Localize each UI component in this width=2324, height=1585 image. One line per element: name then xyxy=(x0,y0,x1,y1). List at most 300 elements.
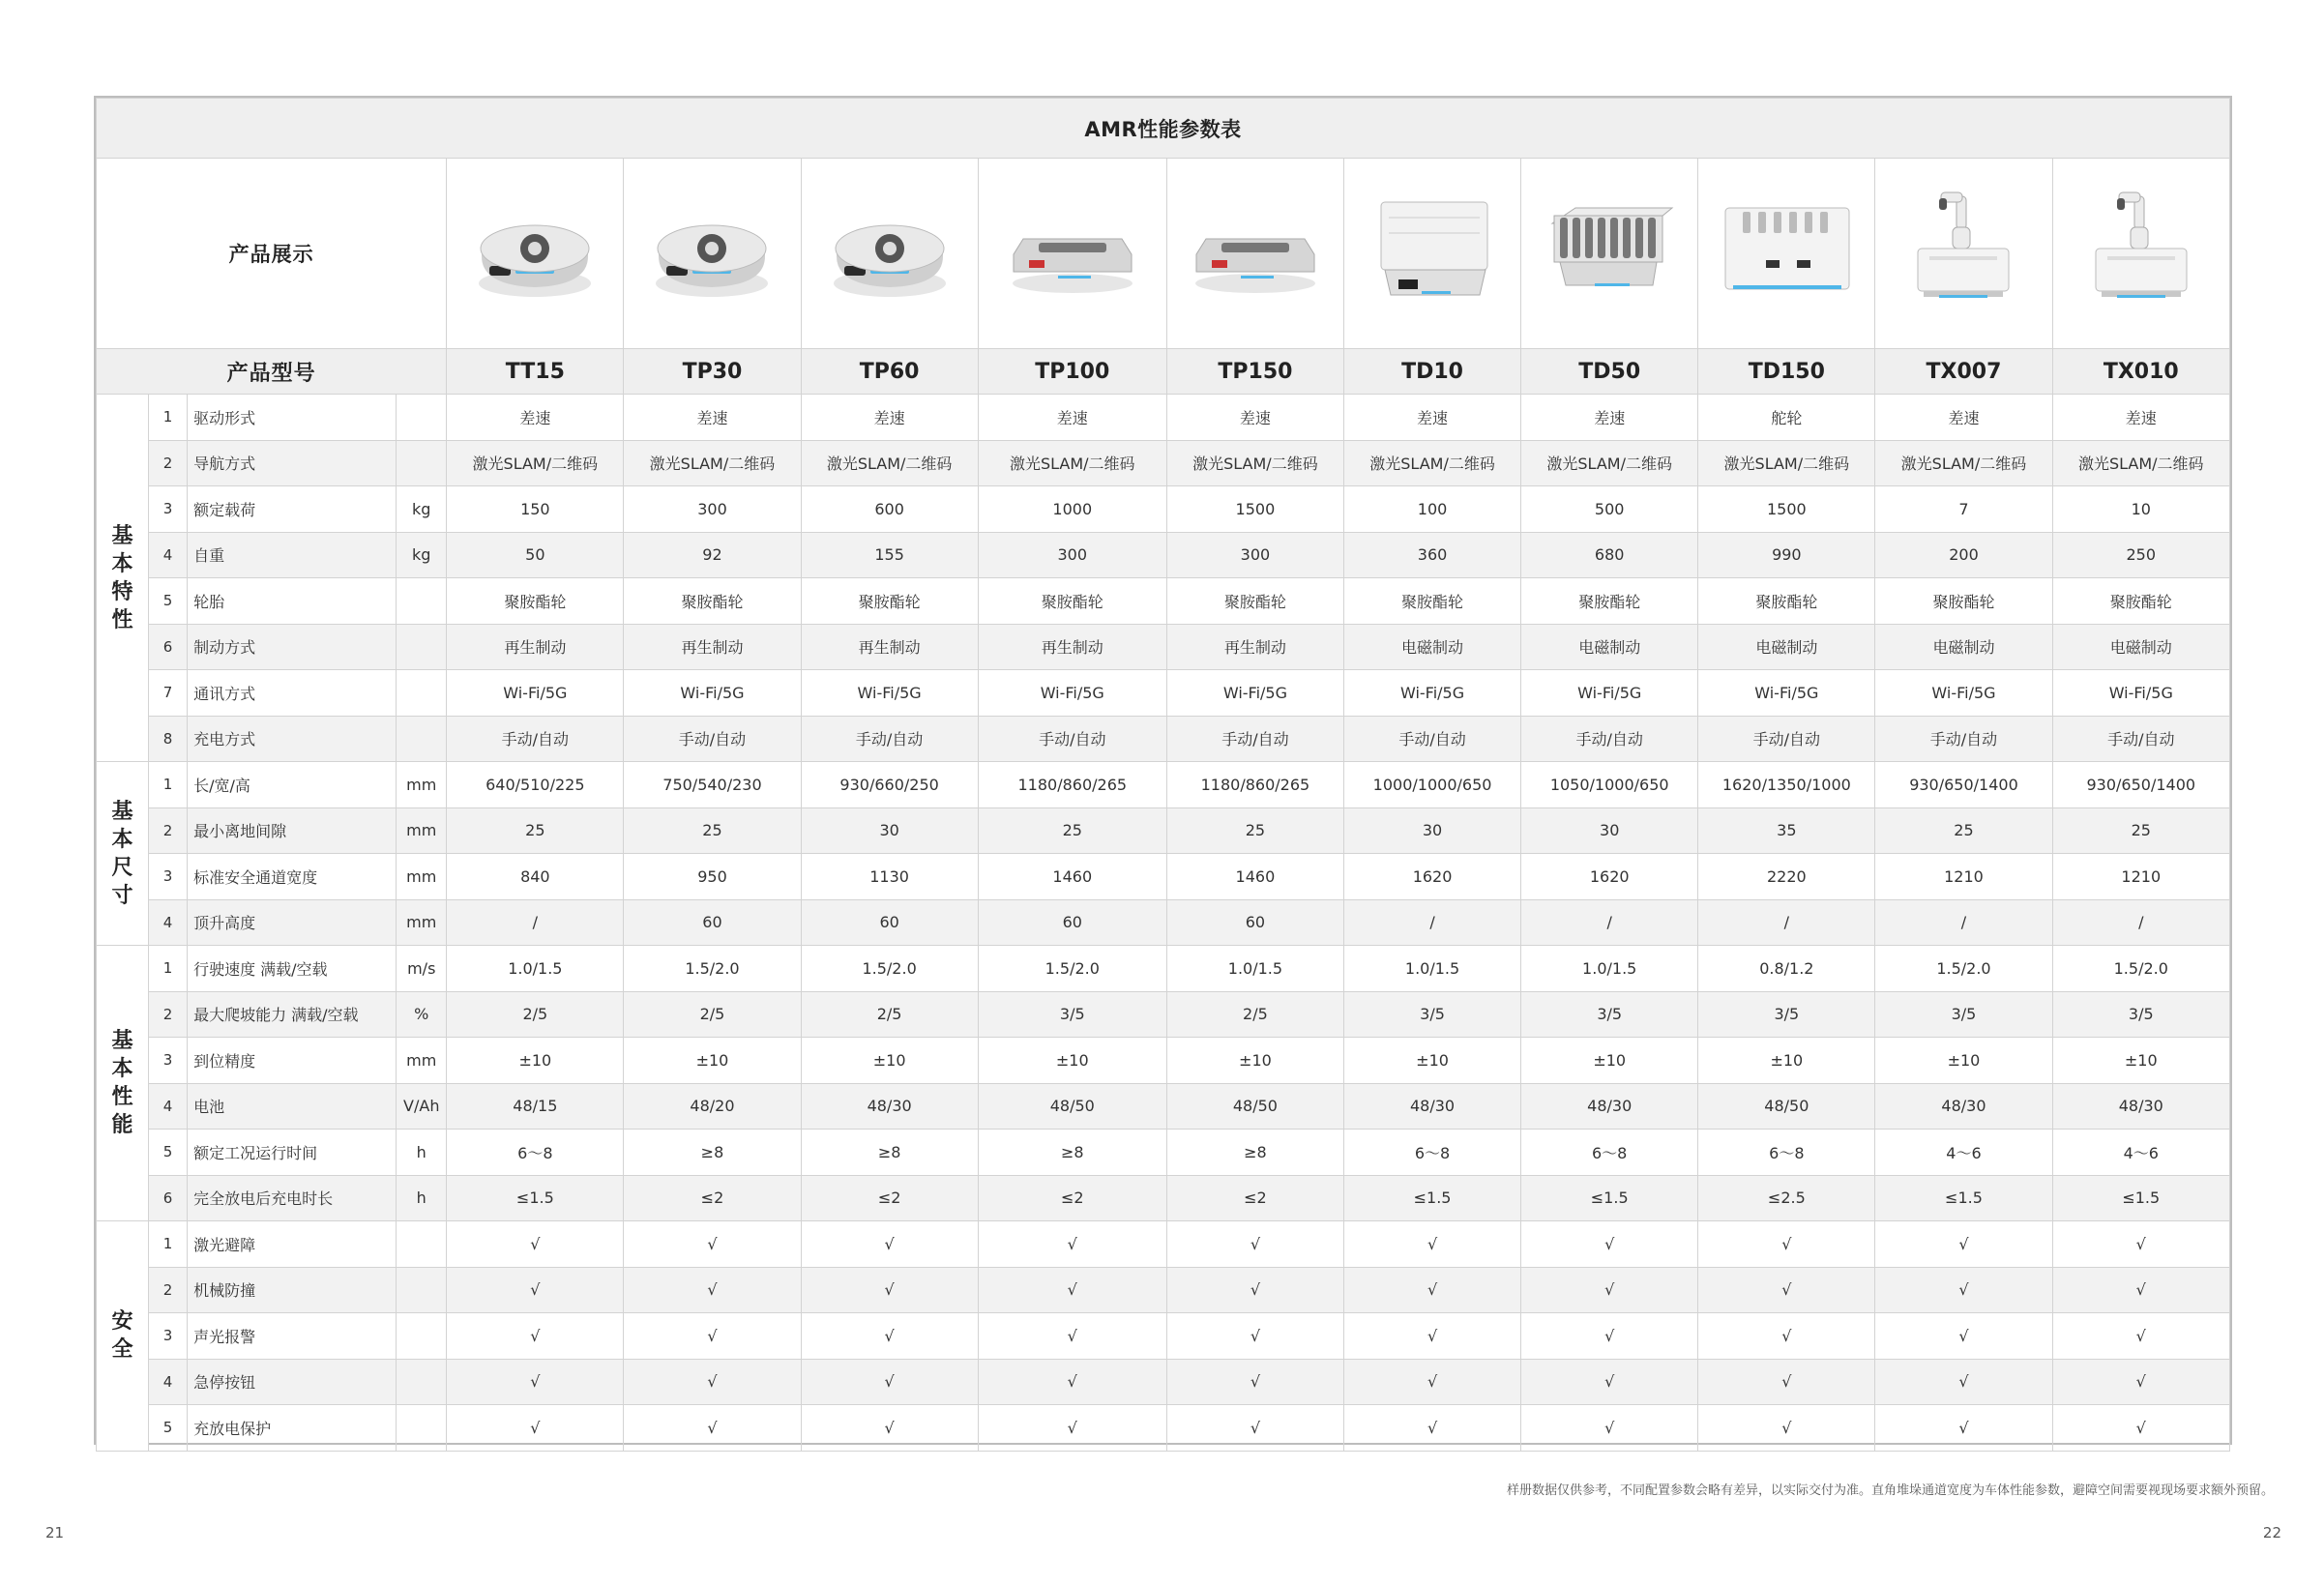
spec-value: ±10 xyxy=(447,1038,624,1084)
group-label-text: 基本尺寸 xyxy=(111,799,133,908)
spec-value: √ xyxy=(978,1313,1166,1360)
model-label: 产品型号 xyxy=(97,349,447,395)
row-label: 到位精度 xyxy=(188,1038,397,1084)
round-robot-icon xyxy=(462,179,607,324)
row-label: 驱动形式 xyxy=(188,395,397,441)
spec-value: 再生制动 xyxy=(624,624,801,670)
spec-value: 激光SLAM/二维码 xyxy=(447,440,624,486)
spec-value: √ xyxy=(1166,1221,1343,1268)
spec-value: ≤2 xyxy=(801,1175,978,1221)
row-unit xyxy=(397,440,447,486)
spec-value: 1.0/1.5 xyxy=(447,946,624,992)
row-number: 4 xyxy=(149,1359,188,1405)
spec-value: 50 xyxy=(447,532,624,578)
spec-value: 600 xyxy=(801,486,978,533)
row-unit: mm xyxy=(397,1038,447,1084)
spec-row xyxy=(97,624,2230,670)
spec-value: 30 xyxy=(801,807,978,854)
row-label: 声光报警 xyxy=(188,1313,397,1360)
product-image-cell xyxy=(1521,159,1698,349)
spec-value: 300 xyxy=(978,532,1166,578)
spec-row xyxy=(97,1130,2230,1176)
spec-value: 手动/自动 xyxy=(978,716,1166,762)
spec-value: 差速 xyxy=(1166,395,1343,441)
row-number: 5 xyxy=(149,1405,188,1452)
spec-value: √ xyxy=(1875,1267,2052,1313)
model-name: TT15 xyxy=(447,349,624,395)
group-label-text: 安全 xyxy=(111,1309,133,1363)
spec-value: √ xyxy=(2052,1221,2229,1268)
group-label-text: 基本特性 xyxy=(111,523,133,632)
spec-value: 360 xyxy=(1343,532,1520,578)
spec-value: 激光SLAM/二维码 xyxy=(1521,440,1698,486)
spec-value: 再生制动 xyxy=(801,624,978,670)
spec-value: 35 xyxy=(1698,807,1875,854)
row-label: 完全放电后充电时长 xyxy=(188,1175,397,1221)
spec-value: 48/20 xyxy=(624,1083,801,1130)
spec-value: 25 xyxy=(1875,807,2052,854)
spec-value: 640/510/225 xyxy=(447,762,624,808)
spec-value: √ xyxy=(447,1405,624,1452)
spec-value: 手动/自动 xyxy=(624,716,801,762)
footnote: 样册数据仅供参考，不同配置参数会略有差异，以实际交付为准。直角堆垛通道宽度为车体性能参数，避障空间需要视现场要求额外预留。 xyxy=(1506,1483,2274,1498)
row-unit: V/Ah xyxy=(397,1083,447,1130)
row-label: 激光避障 xyxy=(188,1221,397,1268)
row-number: 3 xyxy=(149,1038,188,1084)
row-unit xyxy=(397,670,447,717)
row-label: 顶升高度 xyxy=(188,899,397,946)
spec-value: 300 xyxy=(624,486,801,533)
spec-value: 2/5 xyxy=(801,991,978,1038)
model-name: TX010 xyxy=(2052,349,2229,395)
product-image-cell xyxy=(624,159,801,349)
flat-robot-icon xyxy=(1183,179,1328,324)
spec-row xyxy=(97,1038,2230,1084)
spec-value: 1.0/1.5 xyxy=(1343,946,1520,992)
spec-value: 手动/自动 xyxy=(1521,716,1698,762)
spec-value: ±10 xyxy=(1698,1038,1875,1084)
spec-value: 930/650/1400 xyxy=(2052,762,2229,808)
spec-value: 6～8 xyxy=(1698,1130,1875,1176)
spec-value: 2220 xyxy=(1698,854,1875,900)
spec-value: 48/30 xyxy=(2052,1083,2229,1130)
spec-value: 电磁制动 xyxy=(2052,624,2229,670)
spec-value: 30 xyxy=(1343,807,1520,854)
row-unit xyxy=(397,1267,447,1313)
spec-value: Wi-Fi/5G xyxy=(624,670,801,717)
spec-value: Wi-Fi/5G xyxy=(1343,670,1520,717)
spec-value: √ xyxy=(447,1221,624,1268)
spec-value: Wi-Fi/5G xyxy=(801,670,978,717)
model-name: TD50 xyxy=(1521,349,1698,395)
spec-value: 2/5 xyxy=(447,991,624,1038)
spec-value: √ xyxy=(1521,1267,1698,1313)
spec-value: ≤1.5 xyxy=(447,1175,624,1221)
spec-row xyxy=(97,395,2230,441)
row-unit: h xyxy=(397,1130,447,1176)
row-unit xyxy=(397,395,447,441)
spec-row xyxy=(97,1083,2230,1130)
spec-value: √ xyxy=(1343,1221,1520,1268)
spec-value: √ xyxy=(801,1313,978,1360)
spec-row xyxy=(97,1405,2230,1452)
spec-value: 1130 xyxy=(801,854,978,900)
spec-value: ±10 xyxy=(1875,1038,2052,1084)
spec-row xyxy=(97,762,2230,808)
spec-value: 差速 xyxy=(1875,395,2052,441)
spec-value: 电磁制动 xyxy=(1521,624,1698,670)
spec-value: 1500 xyxy=(1698,486,1875,533)
spec-value: 聚胺酯轮 xyxy=(801,578,978,625)
row-number: 8 xyxy=(149,716,188,762)
row-number: 3 xyxy=(149,854,188,900)
spec-value: ≥8 xyxy=(978,1130,1166,1176)
spec-value: 聚胺酯轮 xyxy=(447,578,624,625)
row-number: 5 xyxy=(149,578,188,625)
spec-value: √ xyxy=(1343,1313,1520,1360)
spec-value: / xyxy=(1521,899,1698,946)
row-label: 标准安全通道宽度 xyxy=(188,854,397,900)
spec-value: 差速 xyxy=(447,395,624,441)
row-number: 4 xyxy=(149,899,188,946)
spec-row xyxy=(97,486,2230,533)
spec-value: 激光SLAM/二维码 xyxy=(2052,440,2229,486)
spec-value: 聚胺酯轮 xyxy=(2052,578,2229,625)
spec-value: 差速 xyxy=(2052,395,2229,441)
spec-value: ±10 xyxy=(2052,1038,2229,1084)
spec-value: ≤1.5 xyxy=(1875,1175,2052,1221)
row-unit: kg xyxy=(397,532,447,578)
arm-robot-icon xyxy=(1891,179,2036,324)
spec-value: √ xyxy=(447,1359,624,1405)
row-label: 充放电保护 xyxy=(188,1405,397,1452)
product-image-cell xyxy=(801,159,978,349)
spec-value: 48/50 xyxy=(1698,1083,1875,1130)
row-number: 3 xyxy=(149,486,188,533)
spec-value: 750/540/230 xyxy=(624,762,801,808)
spec-value: ±10 xyxy=(1343,1038,1520,1084)
model-name: TD10 xyxy=(1343,349,1520,395)
spec-value: 1620 xyxy=(1521,854,1698,900)
spec-table-sheet xyxy=(94,96,2232,1445)
round-robot-icon xyxy=(639,179,784,324)
row-label: 充电方式 xyxy=(188,716,397,762)
spec-value: ≤2 xyxy=(978,1175,1166,1221)
spec-value: 3/5 xyxy=(2052,991,2229,1038)
spec-value: 4～6 xyxy=(2052,1130,2229,1176)
row-label: 电池 xyxy=(188,1083,397,1130)
spec-value: √ xyxy=(1343,1405,1520,1452)
spec-value: 激光SLAM/二维码 xyxy=(801,440,978,486)
product-image-cell xyxy=(2052,159,2229,349)
spec-value: 6～8 xyxy=(1343,1130,1520,1176)
spec-value: 1.5/2.0 xyxy=(624,946,801,992)
group-label xyxy=(97,1221,149,1452)
spec-value: Wi-Fi/5G xyxy=(1698,670,1875,717)
row-number: 6 xyxy=(149,1175,188,1221)
row-unit xyxy=(397,1313,447,1360)
spec-value: 30 xyxy=(1521,807,1698,854)
row-unit: m/s xyxy=(397,946,447,992)
spec-value: 2/5 xyxy=(1166,991,1343,1038)
spec-value: 155 xyxy=(801,532,978,578)
product-image-cell xyxy=(447,159,624,349)
spec-value: 3/5 xyxy=(1875,991,2052,1038)
row-number: 5 xyxy=(149,1130,188,1176)
spec-value: / xyxy=(1343,899,1520,946)
spec-value: 48/30 xyxy=(1521,1083,1698,1130)
spec-value: ≤2.5 xyxy=(1698,1175,1875,1221)
spec-value: √ xyxy=(624,1221,801,1268)
spec-value: √ xyxy=(1521,1405,1698,1452)
row-unit: mm xyxy=(397,807,447,854)
spec-value: √ xyxy=(1521,1221,1698,1268)
spec-value: √ xyxy=(1166,1359,1343,1405)
spec-value: 680 xyxy=(1521,532,1698,578)
spec-value: 差速 xyxy=(1521,395,1698,441)
spec-value: √ xyxy=(978,1267,1166,1313)
spec-value: 1620 xyxy=(1343,854,1520,900)
row-number: 2 xyxy=(149,1267,188,1313)
spec-value: 电磁制动 xyxy=(1875,624,2052,670)
spec-value: 手动/自动 xyxy=(447,716,624,762)
spec-value: 差速 xyxy=(624,395,801,441)
spec-value: 6～8 xyxy=(447,1130,624,1176)
spec-value: √ xyxy=(978,1221,1166,1268)
row-unit xyxy=(397,716,447,762)
spec-value: 200 xyxy=(1875,532,2052,578)
spec-value: ±10 xyxy=(801,1038,978,1084)
row-number: 2 xyxy=(149,807,188,854)
spec-value: ±10 xyxy=(1521,1038,1698,1084)
spec-value: Wi-Fi/5G xyxy=(447,670,624,717)
spec-value: √ xyxy=(1875,1313,2052,1360)
spec-value: 聚胺酯轮 xyxy=(624,578,801,625)
cart-robot-icon xyxy=(1360,179,1505,324)
spec-value: 1.0/1.5 xyxy=(1521,946,1698,992)
spec-value: 48/30 xyxy=(1343,1083,1520,1130)
spec-value: 48/15 xyxy=(447,1083,624,1130)
round-robot-icon xyxy=(817,179,962,324)
spec-value: Wi-Fi/5G xyxy=(2052,670,2229,717)
spec-value: √ xyxy=(2052,1405,2229,1452)
spec-value: / xyxy=(1875,899,2052,946)
spec-value: 手动/自动 xyxy=(2052,716,2229,762)
spec-value: 48/30 xyxy=(1875,1083,2052,1130)
spec-value: 930/650/1400 xyxy=(1875,762,2052,808)
product-image-cell xyxy=(1166,159,1343,349)
model-name: TD150 xyxy=(1698,349,1875,395)
row-unit: mm xyxy=(397,762,447,808)
row-label: 额定载荷 xyxy=(188,486,397,533)
display-label: 产品展示 xyxy=(97,159,447,349)
spec-value: 150 xyxy=(447,486,624,533)
row-unit xyxy=(397,1359,447,1405)
spec-value: 100 xyxy=(1343,486,1520,533)
spec-row xyxy=(97,807,2230,854)
spec-value: 1460 xyxy=(978,854,1166,900)
spec-value: √ xyxy=(1698,1267,1875,1313)
spec-value: √ xyxy=(1166,1405,1343,1452)
spec-value: √ xyxy=(1698,1221,1875,1268)
spec-value: 3/5 xyxy=(1521,991,1698,1038)
spec-value: 1.5/2.0 xyxy=(801,946,978,992)
row-label: 通讯方式 xyxy=(188,670,397,717)
spec-value: √ xyxy=(447,1267,624,1313)
spec-value: 1210 xyxy=(1875,854,2052,900)
spec-row xyxy=(97,1359,2230,1405)
product-image-cell xyxy=(1343,159,1520,349)
spec-value: 10 xyxy=(2052,486,2229,533)
spec-value: 1000 xyxy=(978,486,1166,533)
spec-row xyxy=(97,716,2230,762)
row-label: 自重 xyxy=(188,532,397,578)
model-name: TX007 xyxy=(1875,349,2052,395)
spec-value: 48/50 xyxy=(978,1083,1166,1130)
group-label xyxy=(97,762,149,946)
spec-row xyxy=(97,1221,2230,1268)
row-unit: h xyxy=(397,1175,447,1221)
row-label: 制动方式 xyxy=(188,624,397,670)
spec-value: ≤1.5 xyxy=(2052,1175,2229,1221)
spec-value: 手动/自动 xyxy=(1166,716,1343,762)
row-unit: mm xyxy=(397,854,447,900)
roller-robot-icon xyxy=(1537,179,1682,324)
spec-row xyxy=(97,1267,2230,1313)
spec-row xyxy=(97,440,2230,486)
spec-row xyxy=(97,1175,2230,1221)
spec-value: / xyxy=(2052,899,2229,946)
spec-value: √ xyxy=(624,1359,801,1405)
spec-value: √ xyxy=(801,1359,978,1405)
row-number: 4 xyxy=(149,1083,188,1130)
table-title: AMR性能参数表 xyxy=(97,99,2230,159)
spec-value: ≥8 xyxy=(801,1130,978,1176)
spec-row xyxy=(97,578,2230,625)
spec-value: / xyxy=(447,899,624,946)
spec-value: / xyxy=(1698,899,1875,946)
spec-value: 1.5/2.0 xyxy=(1875,946,2052,992)
spec-value: ≤2 xyxy=(1166,1175,1343,1221)
spec-value: √ xyxy=(2052,1267,2229,1313)
spec-value: 电磁制动 xyxy=(1343,624,1520,670)
spec-value: 差速 xyxy=(1343,395,1520,441)
spec-row xyxy=(97,670,2230,717)
spec-value: ≤1.5 xyxy=(1343,1175,1520,1221)
row-label: 长/宽/高 xyxy=(188,762,397,808)
spec-value: √ xyxy=(1698,1405,1875,1452)
arm-robot-icon xyxy=(2069,179,2214,324)
spec-value: √ xyxy=(801,1267,978,1313)
row-label: 额定工况运行时间 xyxy=(188,1130,397,1176)
spec-value: 6～8 xyxy=(1521,1130,1698,1176)
spec-value: 手动/自动 xyxy=(801,716,978,762)
spec-value: √ xyxy=(1521,1359,1698,1405)
box-robot-icon xyxy=(1714,179,1859,324)
spec-row xyxy=(97,991,2230,1038)
spec-value: 990 xyxy=(1698,532,1875,578)
spec-value: 再生制动 xyxy=(447,624,624,670)
spec-value: 500 xyxy=(1521,486,1698,533)
row-unit xyxy=(397,1221,447,1268)
spec-value: 3/5 xyxy=(978,991,1166,1038)
spec-value: 300 xyxy=(1166,532,1343,578)
row-unit xyxy=(397,1405,447,1452)
spec-value: 1620/1350/1000 xyxy=(1698,762,1875,808)
spec-value: 聚胺酯轮 xyxy=(1343,578,1520,625)
spec-value: 1.5/2.0 xyxy=(978,946,1166,992)
row-number: 4 xyxy=(149,532,188,578)
row-number: 2 xyxy=(149,440,188,486)
spec-value: ±10 xyxy=(978,1038,1166,1084)
flat-robot-icon xyxy=(1000,179,1145,324)
spec-value: 聚胺酯轮 xyxy=(1875,578,2052,625)
spec-value: 840 xyxy=(447,854,624,900)
spec-value: √ xyxy=(1343,1359,1520,1405)
spec-value: 差速 xyxy=(801,395,978,441)
spec-value: Wi-Fi/5G xyxy=(1521,670,1698,717)
spec-value: √ xyxy=(624,1405,801,1452)
spec-value: 7 xyxy=(1875,486,2052,533)
model-name: TP60 xyxy=(801,349,978,395)
spec-value: √ xyxy=(1521,1313,1698,1360)
spec-value: 1.0/1.5 xyxy=(1166,946,1343,992)
spec-value: ≥8 xyxy=(1166,1130,1343,1176)
spec-value: ±10 xyxy=(624,1038,801,1084)
spec-value: ≤2 xyxy=(624,1175,801,1221)
spec-value: 3/5 xyxy=(1698,991,1875,1038)
spec-value: √ xyxy=(1166,1267,1343,1313)
row-number: 3 xyxy=(149,1313,188,1360)
spec-value: Wi-Fi/5G xyxy=(978,670,1166,717)
spec-value: 25 xyxy=(2052,807,2229,854)
row-unit: mm xyxy=(397,899,447,946)
spec-value: 1.5/2.0 xyxy=(2052,946,2229,992)
spec-value: 激光SLAM/二维码 xyxy=(1875,440,2052,486)
spec-value: 电磁制动 xyxy=(1698,624,1875,670)
spec-value: 60 xyxy=(1166,899,1343,946)
row-number: 2 xyxy=(149,991,188,1038)
spec-row xyxy=(97,946,2230,992)
spec-value: 激光SLAM/二维码 xyxy=(624,440,801,486)
spec-value: 92 xyxy=(624,532,801,578)
spec-value: 手动/自动 xyxy=(1343,716,1520,762)
spec-value: √ xyxy=(1166,1313,1343,1360)
spec-value: √ xyxy=(978,1359,1166,1405)
spec-value: 差速 xyxy=(978,395,1166,441)
row-label: 急停按钮 xyxy=(188,1359,397,1405)
spec-value: 60 xyxy=(624,899,801,946)
row-label: 导航方式 xyxy=(188,440,397,486)
row-unit xyxy=(397,578,447,625)
page-number-right: 22 xyxy=(2262,1524,2281,1541)
spec-value: √ xyxy=(1343,1267,1520,1313)
spec-value: 25 xyxy=(978,807,1166,854)
spec-value: 1000/1000/650 xyxy=(1343,762,1520,808)
model-name: TP30 xyxy=(624,349,801,395)
spec-value: 250 xyxy=(2052,532,2229,578)
spec-value: 48/30 xyxy=(801,1083,978,1130)
spec-value: 1460 xyxy=(1166,854,1343,900)
row-number: 1 xyxy=(149,1221,188,1268)
spec-value: 1500 xyxy=(1166,486,1343,533)
spec-value: 激光SLAM/二维码 xyxy=(978,440,1166,486)
row-label: 轮胎 xyxy=(188,578,397,625)
product-image-cell xyxy=(978,159,1166,349)
spec-value: 25 xyxy=(624,807,801,854)
spec-value: 1050/1000/650 xyxy=(1521,762,1698,808)
group-label xyxy=(97,946,149,1221)
